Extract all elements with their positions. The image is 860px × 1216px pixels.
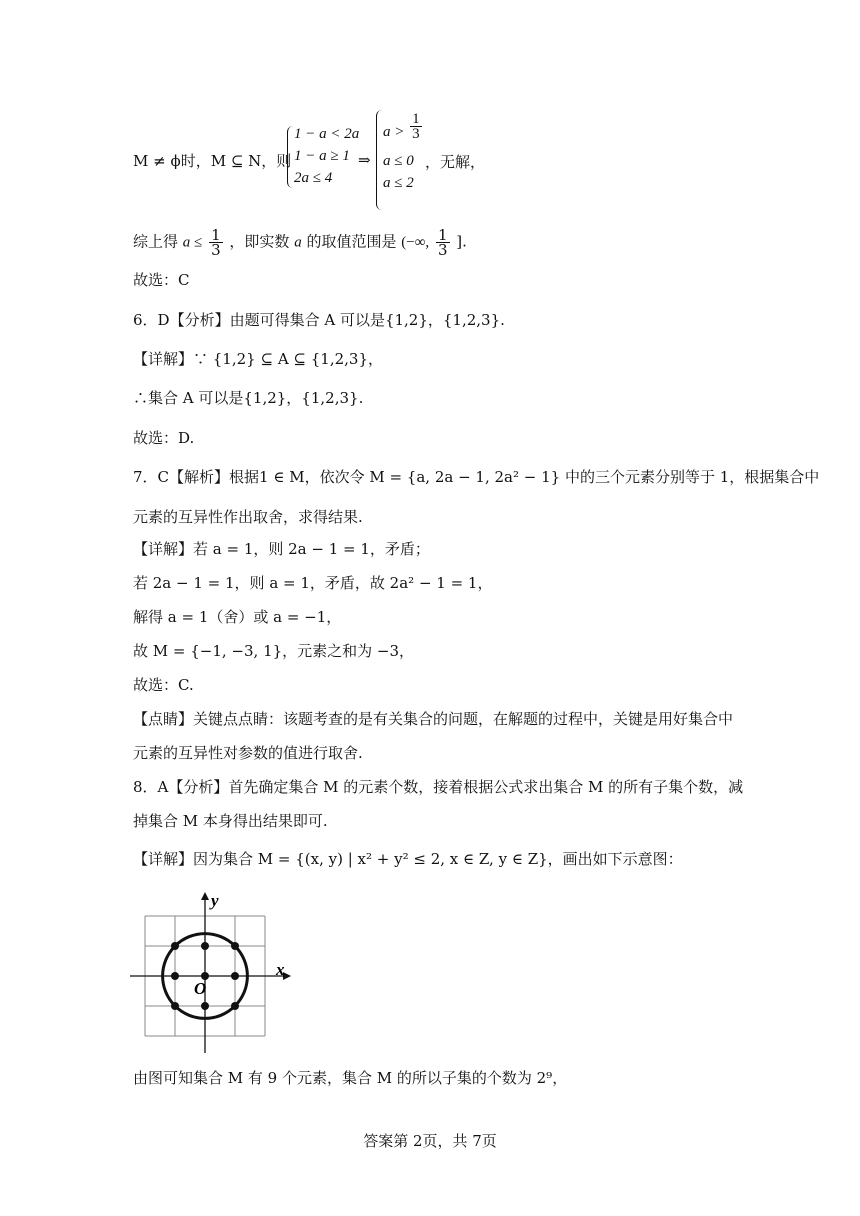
page-footer: 答案第 2页，共 7页 <box>363 1132 497 1150</box>
q8-detail: 【详解】因为集合 M = {(x, y) | x² + y² ≤ 2, x ∈ Z, y ∈ Z}，画出如下示意图： <box>133 850 683 868</box>
y-axis-arrow <box>201 892 209 900</box>
q7-analysis-cont: 元素的互异性作出取舍，求得结果. <box>133 508 363 526</box>
system-2-row-3: a ≤ 2 <box>383 175 414 191</box>
line-2-summary: 综上得 a ≤ $\frac{1}{3}$ ，即实数 a 的取值范围是 (−∞, $\frac{1}{3}$ ]. <box>133 226 467 259</box>
lattice-point <box>171 972 179 980</box>
system-2-brace <box>376 110 383 210</box>
lattice-point <box>201 942 209 950</box>
q8-conclusion: 由图可知集合 M 有 9 个元素，集合 M 的所以子集的个数为 2⁹， <box>133 1069 568 1087</box>
line-1-condition <box>133 151 291 171</box>
fraction-one-third: $\frac{1}{3}$ <box>211 226 221 259</box>
q6-analysis: 6．D【分析】由题可得集合 A 可以是{1,2}，{1,2,3}. <box>133 311 505 329</box>
lattice-point <box>231 972 239 980</box>
answer-q6: 故选：D. <box>133 429 195 447</box>
lattice-point <box>231 942 239 950</box>
lattice-point <box>171 1002 179 1010</box>
q7-detail-4: 故 M = {−1, −3, 1}，元素之和为 −3， <box>133 642 415 660</box>
q6-detail: 【详解】∵ {1,2} ⊆ A ⊆ {1,2,3}， <box>133 350 384 368</box>
q7-key-point: 【点睛】关键点点睛：该题考查的是有关集合的问题，在解题的过程中，关键是用好集合中 <box>133 710 734 728</box>
q7-key-point-cont: 元素的互异性对参数的值进行取舍. <box>133 744 363 762</box>
system-1-row-2: 1 − a ≥ 1 <box>294 148 350 164</box>
system-1-brace <box>287 126 294 188</box>
fraction-one-third: $\frac{1}{3}$ <box>437 226 448 259</box>
implies-arrow: ⇒ <box>358 151 371 169</box>
q7-analysis: 7．C【解析】根据1 ∈ M，依次令 M = {a, 2a − 1, 2a² − 1} 中的三个元素分别等于 1，根据集合中 <box>133 468 820 486</box>
q7-detail-1: 【详解】若 a = 1，则 2a − 1 = 1，矛盾； <box>133 540 430 558</box>
answer-q5: 故选：C <box>133 271 190 289</box>
q7-detail-3: 解得 a = 1（舍）或 a = −1， <box>133 608 342 626</box>
q8-analysis-cont: 掉集合 M 本身得出结果即可. <box>133 812 328 830</box>
x-axis-label: x <box>276 960 285 979</box>
line-1-tail: ，无解， <box>425 153 486 171</box>
lattice-point <box>171 942 179 950</box>
fraction-one-third: $\frac{1}{3}$ <box>412 111 420 142</box>
origin-label: O <box>194 979 207 998</box>
q8-analysis: 8．A【分析】首先确定集合 M 的元素个数，接着根据公式求出集合 M 的所有子集个数，减 <box>133 778 744 796</box>
lattice-circle-figure <box>125 888 295 1058</box>
system-2-row-2: a ≤ 0 <box>383 153 414 169</box>
lattice-point <box>231 1002 239 1010</box>
y-axis-label: y <box>211 891 219 910</box>
system-1-row-1: 1 − a < 2a <box>294 126 360 142</box>
condition-text: M ≠ ϕ时，M ⊆ N，则 <box>133 152 292 170</box>
q7-detail-2: 若 2a − 1 = 1，则 a = 1，矛盾，故 2a² − 1 = 1， <box>133 574 493 592</box>
system-1-row-3: 2a ≤ 4 <box>294 170 333 186</box>
q6-conclusion: ∴集合 A 可以是{1,2}，{1,2,3}. <box>133 389 364 407</box>
answer-q7: 故选：C. <box>133 676 194 694</box>
lattice-point <box>201 1002 209 1010</box>
system-2-row-1: a > $\frac{1}{3}$ <box>383 111 420 142</box>
